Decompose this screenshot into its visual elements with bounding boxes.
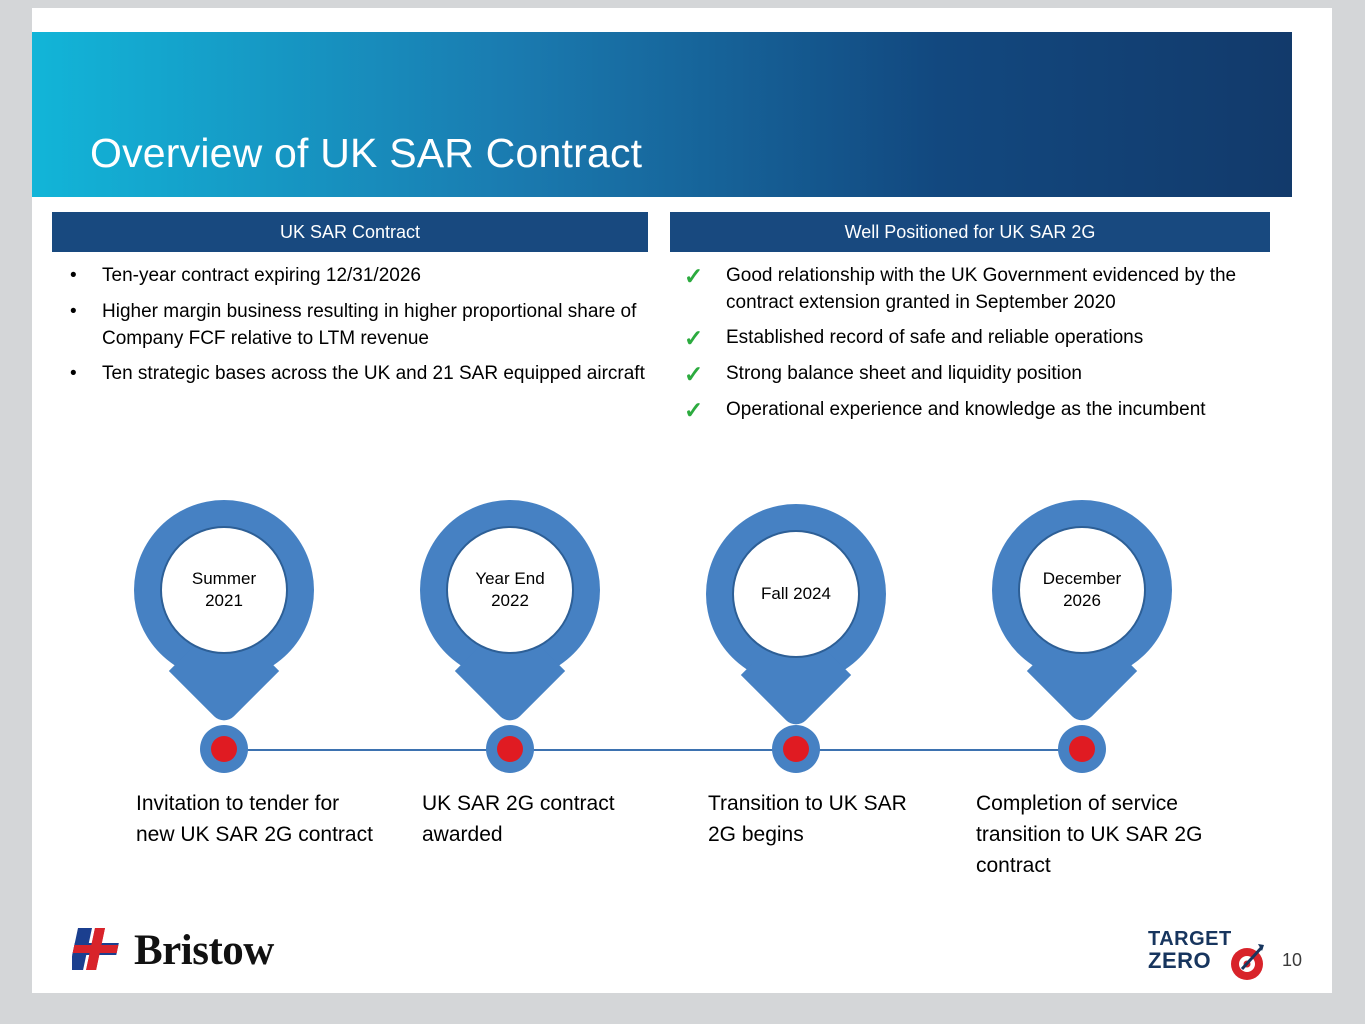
list-item [672,262,1282,316]
timeline-caption-4: Completion of service transition to UK SAR 2G contract [976,792,1203,877]
bullet-marker-icon: • [70,301,77,322]
bullet-text: Strong balance sheet and liquidity position [726,363,1082,384]
section-header-right-label: Well Positioned for UK SAR 2G [844,221,1096,242]
section-header-left-label: UK SAR Contract [279,221,421,242]
list-item [60,360,660,388]
node-core-icon [783,736,809,762]
timeline-node-3 [772,725,820,773]
node-core-icon [1069,736,1095,762]
target-zero-line1: TARGET [1148,928,1232,950]
pin-date-label: Summer 2021 [160,526,288,654]
target-zero-logo [1148,928,1288,976]
timeline-pin-1 [134,500,314,680]
check-icon: ✓ [684,397,704,423]
bristow-flag-icon [72,928,124,970]
list-item [672,360,1282,388]
bullet-text: Established record of safe and reliable operations [726,327,1144,348]
node-core-icon [211,736,237,762]
timeline-node-1 [200,725,248,773]
page-title: Overview of UK SAR Contract [90,130,643,176]
list-item [60,262,660,290]
bristow-logo [72,920,372,982]
timeline-caption-2: UK SAR 2G contract awarded [422,792,615,846]
check-icon: ✓ [684,361,704,387]
list-item [60,298,660,352]
page-number: 10 [1282,950,1303,970]
slide-title-bar [32,32,1292,197]
pin-shape [992,500,1172,680]
node-core-icon [497,736,523,762]
bullet-text: Operational experience and knowledge as the incumbent [726,399,1206,420]
section-header-well-positioned [670,212,1270,252]
timeline-pin-3 [706,504,886,684]
list-item [672,396,1282,424]
bullet-list-right [672,262,1282,432]
bullet-text: Good relationship with the UK Government evidenced by the contract extension granted in September 2020 [726,265,1237,313]
check-icon: ✓ [684,263,704,289]
timeline-pin-2 [420,500,600,680]
pin-date-label: Year End 2022 [446,526,574,654]
timeline-pin-4 [992,500,1172,680]
timeline-node-2 [486,725,534,773]
target-icon [1228,942,1268,982]
pin-date-label: December 2026 [1018,526,1146,654]
timeline-caption-1: Invitation to tender for new UK SAR 2G contract [136,792,373,846]
check-icon: ✓ [684,325,704,351]
list-item [672,324,1282,352]
bullet-text: Ten strategic bases across the UK and 21 SAR equipped aircraft [102,363,645,384]
pin-date-label: Fall 2024 [732,530,860,658]
target-zero-line2: ZERO [1148,948,1212,973]
pin-shape [134,500,314,680]
bullet-list-left [60,262,660,396]
bullet-marker-icon: • [70,265,77,286]
timeline [0,470,1365,940]
bristow-wordmark: Bristow [134,927,274,974]
timeline-axis [224,749,1084,751]
pin-shape [420,500,600,680]
pin-shape [706,504,886,684]
timeline-node-4 [1058,725,1106,773]
section-header-uk-sar-contract [52,212,648,252]
bullet-text: Ten-year contract expiring 12/31/2026 [102,265,421,286]
bullet-marker-icon: • [70,363,77,384]
bullet-text: Higher margin business resulting in higher proportional share of Company FCF relative to LTM revenue [102,301,637,349]
timeline-caption-3: Transition to UK SAR 2G begins [708,792,907,846]
